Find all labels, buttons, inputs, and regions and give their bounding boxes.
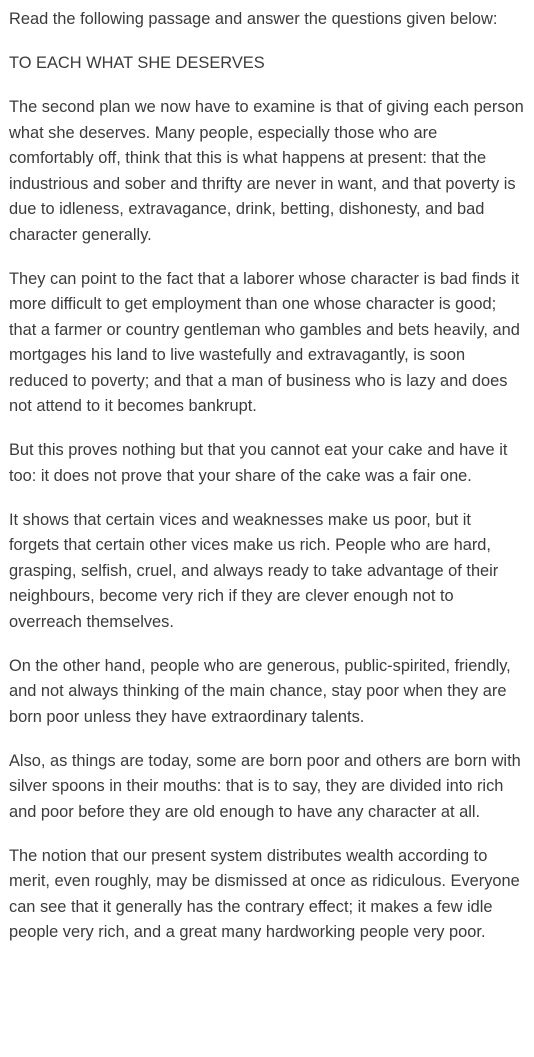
passage-paragraph-6: Also, as things are today, some are born poor and others are born with silver spoons in their mouths: that is to say, they are divided into rich and poor before they are old enough to have any character at all. — [9, 751, 521, 821]
passage-paragraph-3: But this proves nothing but that you cannot eat your cake and have it too: it does not prove that your share of the cake was a fair one. — [9, 441, 508, 485]
passage-paragraph-7: The notion that our present system distributes wealth according to merit, even roughly, may be dismissed at once as ridiculous. Everyone can see that it generally has the contrary effect; it makes a few idle people very rich, and a great many hardworking people very poor. — [9, 846, 520, 941]
passage-title: TO EACH WHAT SHE DESERVES — [9, 54, 265, 72]
passage-paragraph-5: On the other hand, people who are generous, public-spirited, friendly, and not always thinking of the main chance, stay poor when they are born poor unless they have extraordinary talents. — [9, 656, 511, 726]
instruction-text: Read the following passage and answer the questions given below: — [9, 10, 498, 28]
passage-paragraph-4: It shows that certain vices and weaknesses make us poor, but it forgets that certain other vices make us rich. People who are hard, grasping, selfish, cruel, and always ready to take advantage of their neighbours, become very rich if they are clever enough not to overreach themselves. — [9, 510, 499, 631]
passage-paragraph-2: They can point to the fact that a laborer whose character is bad finds it more difficult to get employment than one whose character is good; that a farmer or country gentleman who gambles and bets heavily, and mortgages his land to live wastefully and extravagantly, is soon reduced to poverty; and that a man of business who is lazy and does not attend to it becomes bankrupt. — [9, 269, 520, 415]
passage-paragraph-1: The second plan we now have to examine is that of giving each person what she deserves. Many people, especially those who are comfortably off, think that this is what happens at present: that the industrious and sober and thrifty are never in want, and that poverty is due to idleness, extravagance, drink, betting, dishonesty, and bad character generally. — [9, 98, 524, 244]
